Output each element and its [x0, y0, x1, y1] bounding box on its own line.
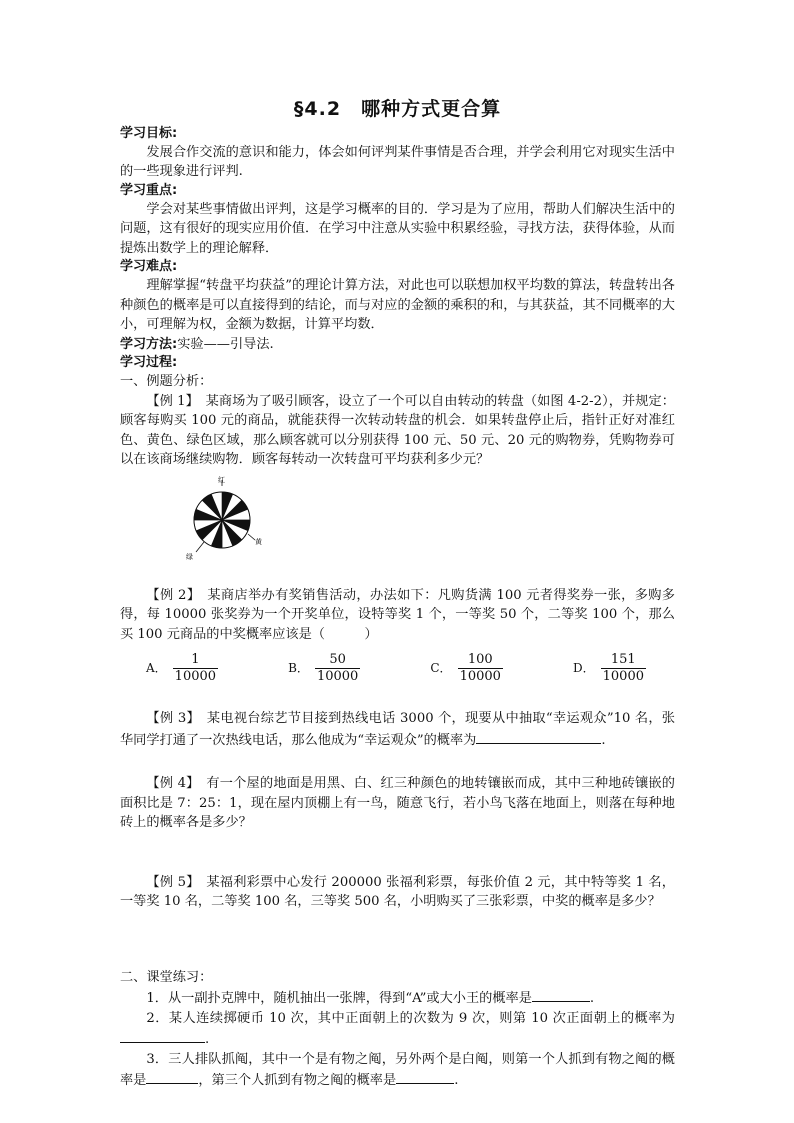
choice-c-denominator: 10000 — [459, 669, 501, 684]
focus-label: 学习重点: — [120, 182, 178, 198]
choice-c-numerator: 100 — [467, 652, 493, 667]
choice-a-denominator: 10000 — [174, 669, 217, 684]
exercise-1-end: . — [589, 991, 595, 1006]
process-label: 学习过程: — [120, 355, 178, 370]
worksheet-page — [120, 100, 675, 1091]
difficulty-text: 理解掌握“转盘平均获益”的理论计算方法，对此也可以联想加权平均数的算法，转盘转出各种颜色的概率是可以直接得到的结论，而与对应的金额的乘积的和，与其获益，其不同概率的大小，可理解为权，金额为数据，计算平均数． — [120, 278, 675, 332]
exercise-2 — [120, 1009, 675, 1050]
choice-c[interactable] — [430, 652, 503, 685]
example-2-choices — [146, 652, 646, 685]
page-title: §4.2 哪种方式更合算 — [293, 98, 502, 120]
exercise-2-text: 2．某人连续掷硬币 10 次，其中正面朝上的次数为 9 次，则第 10 次正面朝上的概率为 — [146, 1010, 675, 1026]
choice-a-fraction — [173, 652, 218, 685]
part2-heading: 二、课堂练习： — [120, 969, 213, 985]
spinner-wheel — [160, 476, 270, 566]
example-2: 【例 2】 某商店举办有奖销售活动，办法如下：凡购货满 100 元者得奖券一张，多购多得，每 10000 张奖券为一个开奖单位，设特等奖 1 个，一等奖 50 个，二等奖 100 个，那么买 100 元商品的中奖概率应该是（ ） — [120, 587, 675, 642]
example-3-answer-blank[interactable] — [476, 729, 601, 744]
choice-b[interactable] — [288, 652, 360, 685]
method-text: 实验——引导法. — [177, 336, 274, 352]
choice-b-fraction — [315, 652, 360, 685]
exercise-2-answer-blank[interactable] — [120, 1028, 205, 1043]
choice-c-label: C． — [430, 660, 452, 675]
part1-heading: 一、例题分析： — [120, 374, 213, 389]
choice-a[interactable] — [146, 652, 218, 685]
choice-d-label: D． — [573, 660, 595, 675]
wheel-label-red: 红 — [218, 475, 225, 484]
example-1: 【例 1】 某商场为了吸引顾客，设立了一个可以自由转动的转盘（如图 4-2-2），并规定：顾客每购买 100 元的商品，就能获得一次转动转盘的机会．如果转盘停止后，指针正好对准红色、黄色、绿色区域，那么顾客就可以分别获得 100 元、50 元、20 元的购物券，凭购物券可以在该商场继续购物．顾客每转动一次转盘可平均获利多少元？ — [120, 393, 675, 467]
example-5: 【例 5】 某福利彩票中心发行 200000 张福利彩票，每张价值 2 元，其中特等奖 1 名，一等奖 10 名，二等奖 100 名，三等奖 500 名，小明购买了三张彩票，中奖的概率是多少？ — [120, 874, 675, 909]
exercise-1 — [120, 987, 675, 1009]
choice-c-fraction — [458, 652, 503, 685]
choice-d-denominator: 10000 — [602, 669, 644, 684]
method-line — [120, 335, 675, 355]
wheel-label-yellow: 黄 — [255, 537, 262, 546]
example-3-text: 【例 3】 某电视台综艺节目接到热线电话 3000 个，现要从中抽取“幸运观众”10 名，张华同学打通了一次热线电话，那么他成为“幸运观众”的概率为 — [120, 711, 675, 748]
exercise-3 — [120, 1050, 675, 1091]
difficulty-label: 学习难点: — [120, 259, 178, 274]
choice-a-label: A． — [146, 660, 167, 675]
choice-b-label: B． — [288, 660, 309, 675]
method-label: 学习方法: — [120, 336, 178, 352]
example-4: 【例 4】 有一个屋的地面是用黑、白、红三种颜色的地转镶嵌而成，其中三种地砖镶嵌的面积比是 7：25：1，现在屋内顶棚上有一鸟，随意飞行，若小鸟飞落在地面上，则落在每种地砖上的概率各是多少？ — [120, 776, 675, 830]
pointer-line-yellow — [248, 534, 255, 540]
exercise-1-answer-blank[interactable] — [532, 987, 590, 1002]
exercise-3-text: 3．三人排队抓阄，其中一个是有物之阄，另外两个是白阄，则第一个人抓到有物之阄的概率是 — [120, 1051, 675, 1088]
exercise-1-text: 1．从一副扑克牌中，随机抽出一张牌，得到“A”或大小王的概率是 — [146, 991, 532, 1006]
exercise-3-end: . — [454, 1073, 459, 1088]
focus-text: 学会对某些事情做出评判，这是学习概率的目的．学习是为了应用，帮助人们解决生活中的问题，这有很好的现实应用价值．在学习中注意从实验中积累经验，寻找方法，获得体验，从而提炼出数学上的理论解释． — [120, 201, 675, 256]
exercise-2-end: . — [205, 1032, 210, 1047]
choice-d-numerator: 151 — [610, 652, 636, 667]
exercise-3-answer-blank-2[interactable] — [396, 1069, 454, 1084]
example-3 — [120, 709, 675, 750]
choice-d-fraction — [601, 652, 646, 685]
exercise-3-mid: ，第三个人抓到有物之阄的概率是 — [198, 1073, 397, 1088]
example-3-end: . — [601, 732, 606, 748]
pointer-line-green — [196, 542, 204, 552]
choice-b-denominator: 10000 — [316, 669, 359, 684]
wheel-label-green: 绿 — [186, 552, 193, 561]
exercise-3-answer-blank-1[interactable] — [146, 1069, 198, 1084]
choice-d[interactable] — [573, 652, 646, 685]
choice-b-numerator: 50 — [329, 652, 346, 667]
choice-a-numerator: 1 — [191, 652, 200, 667]
goal-text: 发展合作交流的意识和能力，体会如何评判某件事情是否合理，并学会利用它对现实生活中的一些现象进行评判. — [120, 144, 675, 179]
goal-label: 学习目标: — [120, 125, 178, 141]
